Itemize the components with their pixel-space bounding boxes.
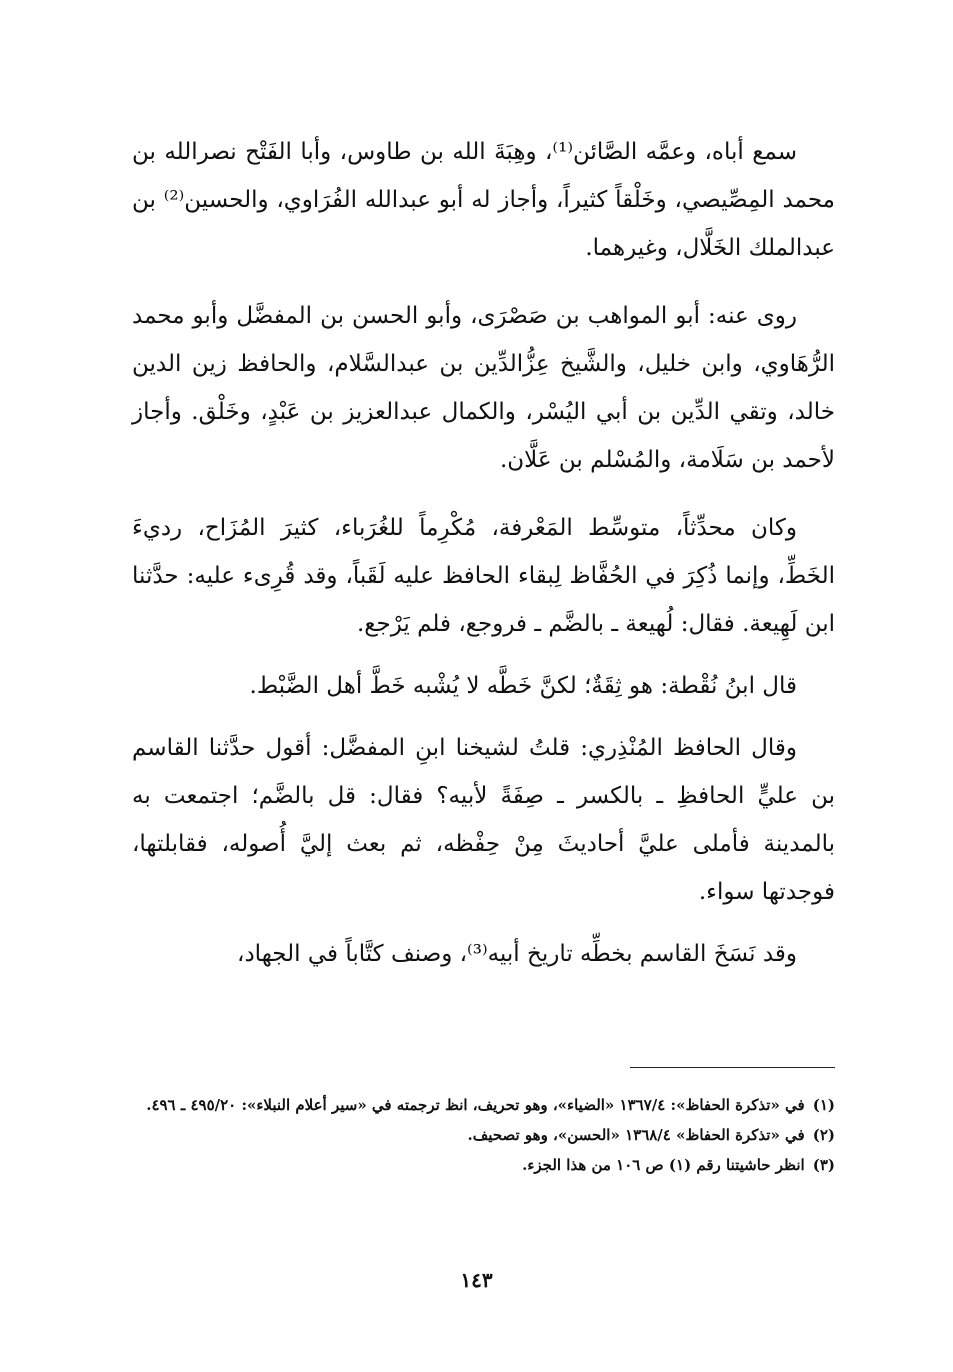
footnotes xyxy=(132,1090,835,1180)
footnote-text: في «تذكرة الحفاظ» ١٣٦٨/٤ «الحسن»، وهو تصحيف. xyxy=(467,1126,805,1144)
paragraph-mundhiri: وقال الحافظ المُنْذِري: قلتُ لشيخنا ابنِ المفضَّل: أقول حدَّثنا القاسم بن عليٍّ الحافظِ ـ بالكسر ـ صِفَةً لأبيه؟ فقال: قل بالضَّم؛ اجتمعت به بالمدينة فأملى عليَّ أحاديثَ مِنْ حِفْظه، ثم بعث إليَّ أُصوله، فقابلتها، فوجدتها سواء. xyxy=(132,735,835,905)
footnote-2 xyxy=(132,1120,835,1150)
paragraph-ibn-nuqta: قال ابنُ نُقْطة: هو ثِقَةٌ؛ لكنَّ خَطَّه لا يُشْبه خَطَّ أهل الضَّبْط. xyxy=(249,673,797,699)
page-number: ١٤٣ xyxy=(460,1268,493,1292)
footnote-3 xyxy=(132,1150,835,1180)
footnote-separator xyxy=(630,1067,835,1068)
paragraph-character: وكان محدِّثاً، متوسِّط المَعْرفة، مُكْرِماً للغُرَباء، كثيرَ المُزَاح، رديءَ الخَطِّ، وإنما ذُكِرَ في الحُفَّاظ لِبقاء الحافظ عليه لَقَباً، وقد قُرِىء عليه: حدَّثنا ابن لَهِيعة. فقال: لُهيعة ـ بالضَّم ـ فروجع، فلم يَرْجع. xyxy=(132,515,835,637)
paragraph-copying: وقد نَسَخَ القاسم بخطِّه تاريخ أبيه⁽³⁾، وصنف كتَّاباً في الجهاد، xyxy=(237,941,797,967)
paragraph-narrators: روى عنه: أبو المواهب بن صَصْرَى، وأبو الحسن بن المفضَّل وأبو محمد الرُّهَاوي، وابن خليل، والشَّيخ عِزُّالدِّين بن عبدالسَّلام، والحافظ زين الدين خالد، وتقي الدِّين بن أبي اليُسْر، والكمال عبدالعزيز بن عَبْدٍ، وخَلْق. وأجاز لأحمد بن سَلَامة، والمُسْلم بن عَلَّان. xyxy=(132,303,835,473)
paragraph-hearing: سمع أباه، وعمَّه الصَّائن⁽¹⁾، وهِبَةَ الله بن طاوس، وأبا الفَتْح نصرالله بن محمد المِصِّيصي، وخَلْقاً كثيراً، وأجاز له أبو عبدالله الفُرَاوي، والحسين⁽²⁾ بن عبدالملك الخَلَّال، وغيرهما. xyxy=(132,139,836,261)
footnote-text: في «تذكرة الحفاظ»: ١٣٦٧/٤ «الضياء»، وهو تحريف، انظ ترجمته في «سير أعلام النبلاء»: ٤٩٥/٢٠ ـ ٤٩٦. xyxy=(146,1096,805,1114)
footnote-number: (٢) xyxy=(812,1126,835,1144)
footnote-1 xyxy=(132,1090,835,1120)
footnote-number: (٣) xyxy=(812,1156,835,1174)
main-text xyxy=(132,128,835,978)
footnote-number: (١) xyxy=(812,1096,835,1114)
footnote-text: انظر حاشيتنا رقم (١) ص ١٠٦ من هذا الجزء. xyxy=(522,1156,805,1174)
